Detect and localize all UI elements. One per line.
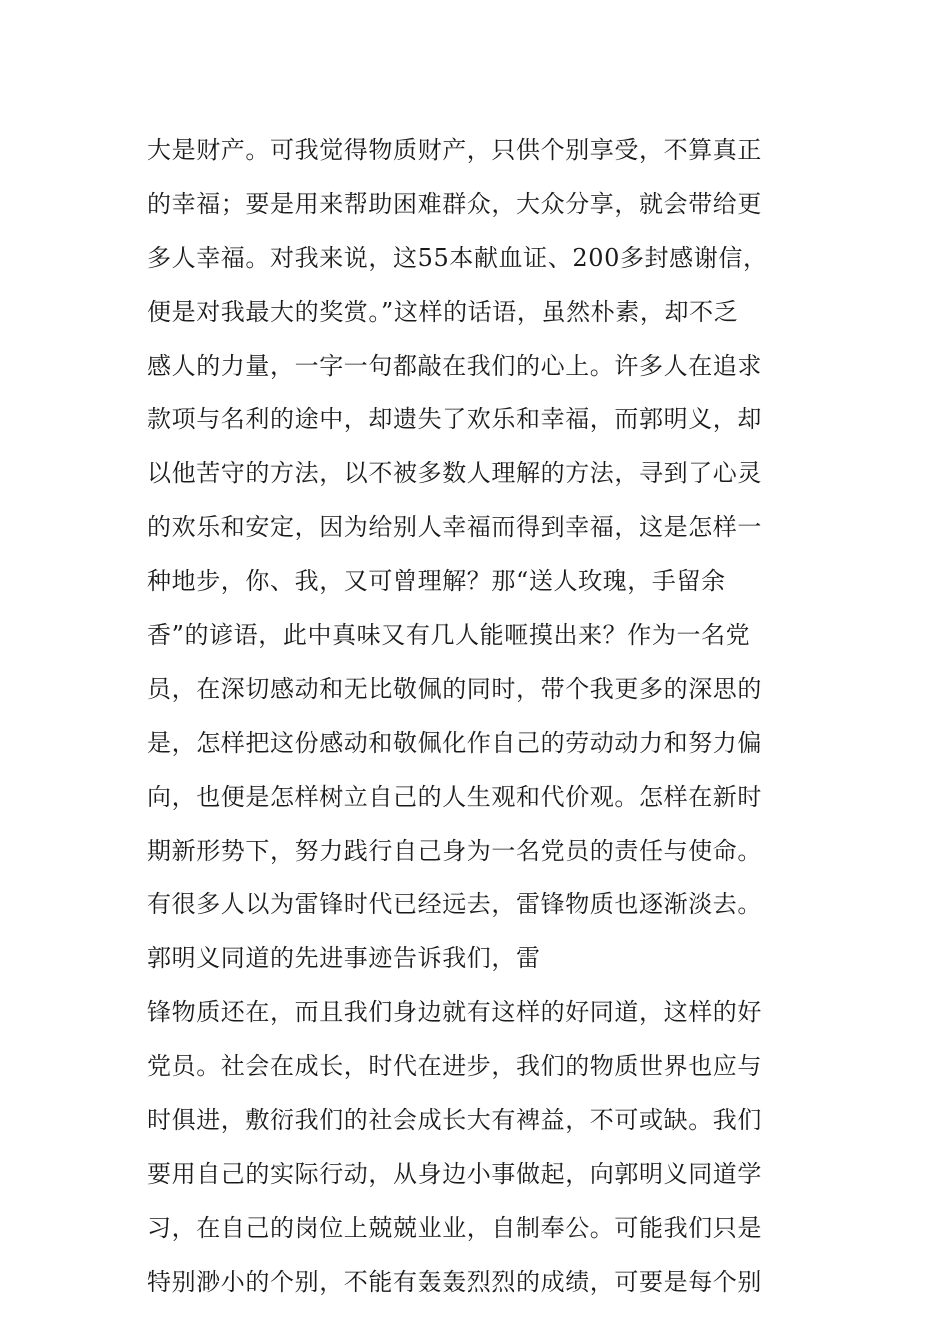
text-line-13: 向，也便是怎样树立自己的人生观和代价观。怎样在新时 [147,782,762,811]
text-line-16: 郭明义同道的先进事迹告诉我们，雷 [147,944,541,973]
text-line-3: 多人幸福。对我来说，这55本献血证、200多封感谢信， [147,243,768,272]
text-line-6: 款项与名利的途中，却遗失了欢乐和幸福，而郭明义，却 [147,405,762,434]
text-line-4: 便是对我最大的奖赏。”这样的话语，虽然朴素，却不乏 [147,297,739,326]
body-text [147,124,807,1310]
text-line-12: 是，怎样把这份感动和敬佩化作自己的劳动动力和努力偏 [147,728,762,757]
text-line-15: 有很多人以为雷锋时代已经远去，雷锋物质也逐渐淡去。 [147,890,762,919]
text-line-19: 时俱进，敷衍我们的社会成长大有裨益，不可或缺。我们 [147,1106,762,1135]
text-line-21: 习，在自己的岗位上兢兢业业，自制奉公。可能我们只是 [147,1213,762,1242]
text-line-8: 的欢乐和安定，因为给别人幸福而得到幸福，这是怎样一 [147,513,762,542]
text-line-5: 感人的力量，一字一句都敲在我们的心上。许多人在追求 [147,351,762,380]
text-line-2: 的幸福；要是用来帮助困难群众，大众分享，就会带给更 [147,189,762,218]
text-line-1: 大是财产。可我觉得物质财产，只供个别享受，不算真正 [147,136,762,164]
text-line-20: 要用自己的实际行动，从身边小事做起，向郭明义同道学 [147,1159,762,1188]
text-line-9: 种地步，你、我，又可曾理解？那“送人玫瑰，手留余 [147,567,726,596]
text-line-22: 特别渺小的个别，不能有轰轰烈烈的成绩，可要是每个别 [147,1267,762,1296]
text-line-17: 锋物质还在，而且我们身边就有这样的好同道，这样的好 [147,998,762,1027]
text-line-10: 香”的谚语，此中真味又有几人能咂摸出来？作为一名党 [147,621,751,650]
text-line-7: 以他苦守的方法，以不被多数人理解的方法，寻到了心灵 [147,459,762,488]
text-line-11: 员，在深切感动和无比敬佩的同时，带个我更多的深思的 [147,674,762,703]
text-line-14: 期新形势下，努力践行自己身为一名党员的责任与使命。 [147,836,762,865]
text-line-18: 党员。社会在成长，时代在进步，我们的物质世界也应与 [147,1052,762,1081]
